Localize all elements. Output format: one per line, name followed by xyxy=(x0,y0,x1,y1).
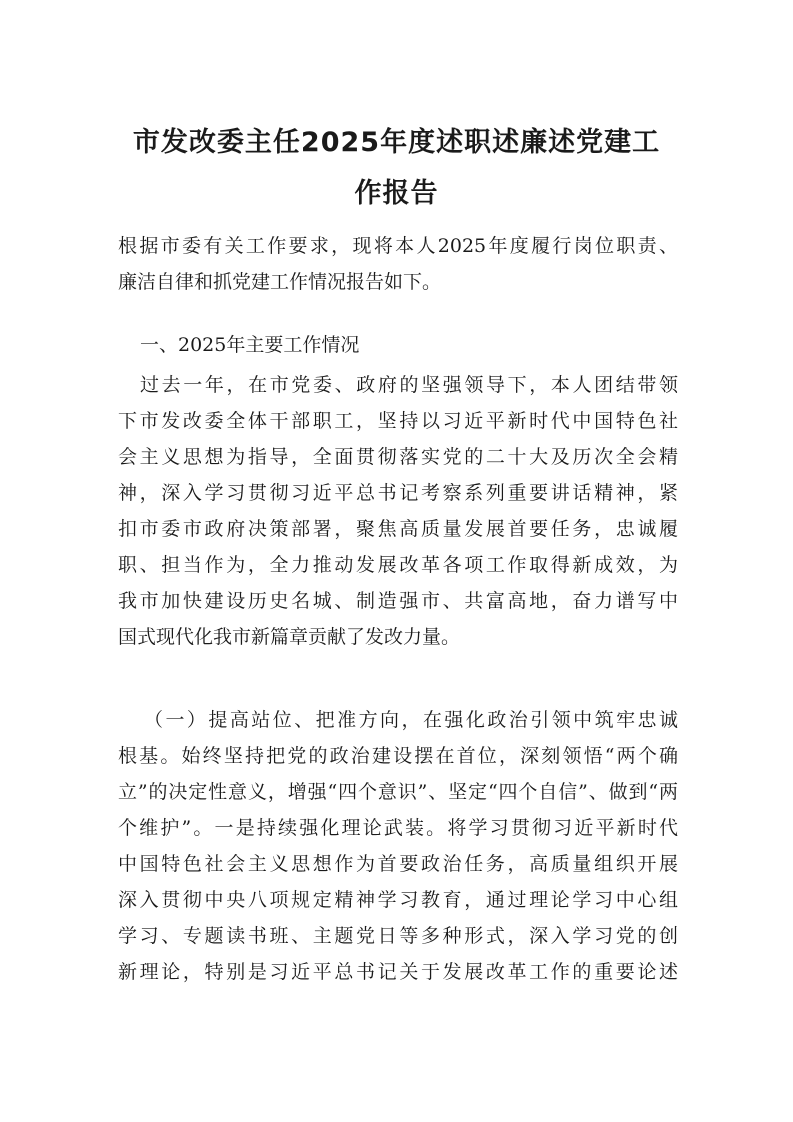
section-1-line-4: 神，深入学习贯彻习近平总书记考察系列重要讲话精神，紧 xyxy=(118,482,678,504)
subsection-1-line-1: （一）提高站位、把准方向，在强化政治引领中筑牢忠诚 xyxy=(144,709,678,731)
subsection-1-line-6: 深入贯彻中央八项规定精神学习教育，通过理论学习中心组 xyxy=(118,889,678,911)
intro-paragraph xyxy=(118,228,678,300)
document-title-line-1: 市发改委主任2025年度述职述廉述党建工 xyxy=(132,127,661,158)
section-1-line-1: 过去一年，在市党委、政府的坚强领导下，本人团结带领 xyxy=(140,374,678,396)
subsection-1-line-4: 个维护”。一是持续强化理论武装。将学习贯彻习近平新时代 xyxy=(118,817,678,839)
subsection-1-line-8: 新理论，特别是习近平总书记关于发展改革工作的重要论述 xyxy=(118,961,678,983)
subsection-1-paragraph xyxy=(118,702,678,990)
intro-line-1: 根据市委有关工作要求，现将本人2025年度履行岗位职责、 xyxy=(118,235,678,257)
subsection-1-line-3: 立”的决定性意义，增强“四个意识”、坚定“四个自信”、做到“两 xyxy=(118,781,678,803)
section-1-line-5: 扣市委市政府决策部署，聚焦高质量发展首要任务，忠诚履 xyxy=(118,518,678,540)
subsection-1-line-2: 根基。始终坚持把党的政治建设摆在首位，深刻领悟“两个确 xyxy=(118,745,678,767)
section-1-line-2: 下市发改委全体干部职工，坚持以习近平新时代中国特色社 xyxy=(118,410,678,432)
section-1-line-6: 职、担当作为，全力推动发展改革各项工作取得新成效，为 xyxy=(118,554,678,576)
subsection-1-line-7: 学习、专题读书班、主题党日等多种形式，深入学习党的创 xyxy=(118,925,678,947)
section-1-line-8: 国式现代化我市新篇章贡献了发改力量。 xyxy=(118,626,461,648)
section-1-heading-block xyxy=(118,327,678,363)
subsection-1-line-5: 中国特色社会主义思想作为首要政治任务，高质量组织开展 xyxy=(118,853,678,875)
intro-line-2: 廉洁自律和抓党建工作情况报告如下。 xyxy=(118,271,442,293)
section-1-paragraph xyxy=(118,367,678,655)
section-1-line-3: 会主义思想为指导，全面贯彻落实党的二十大及历次全会精 xyxy=(118,446,678,468)
section-1-line-7: 我市加快建设历史名城、制造强市、共富高地，奋力谱写中 xyxy=(118,590,678,612)
section-1-heading: 一、2025年主要工作情况 xyxy=(140,334,360,356)
document-title-line-2: 作报告 xyxy=(354,178,439,209)
